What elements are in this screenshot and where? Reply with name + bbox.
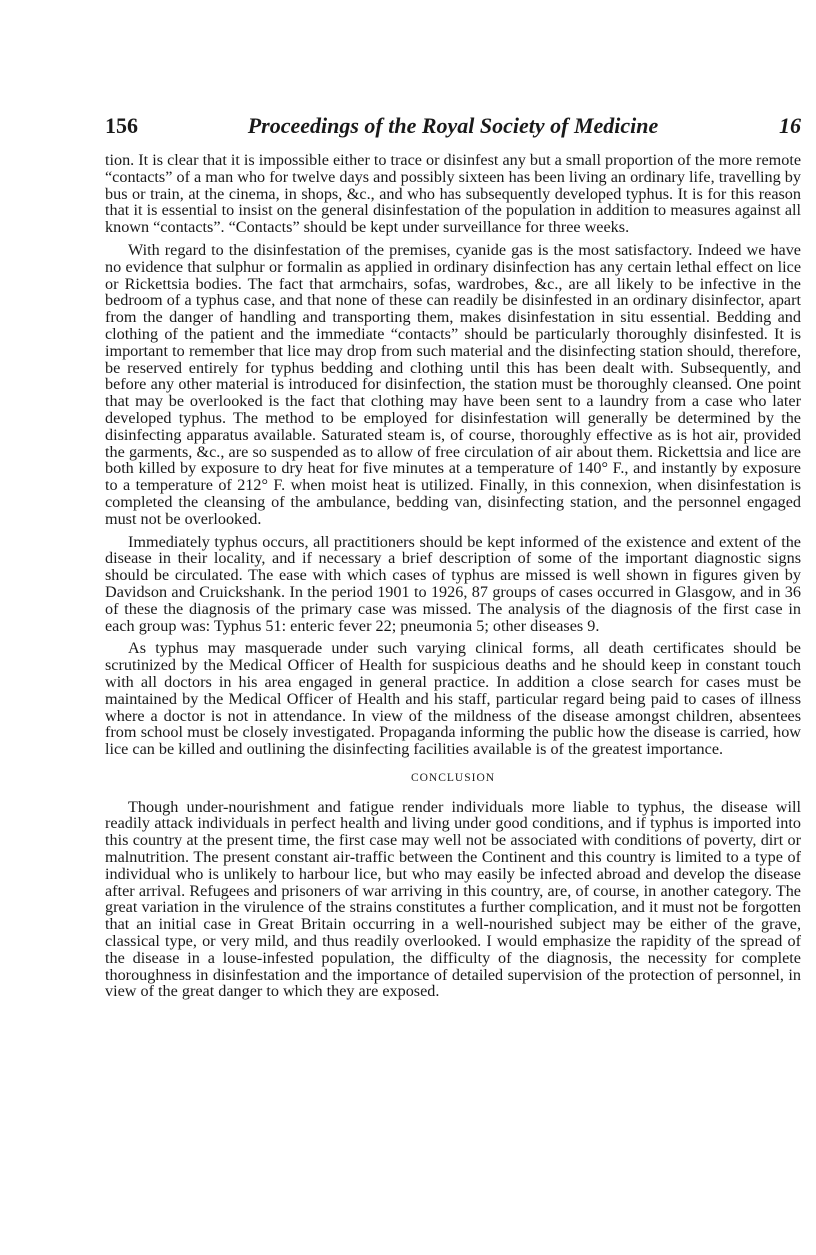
paragraph-death-certificates: As typhus may masquerade under such varying clinical forms, all death certificates should be scrutinized by the Medical Officer of Health for suspicious deaths and he should keep in constant touch with all doctors in his area engaged in general practice. In addition a close search for cases must be maintained by the Medical Officer of Health and his staff, particular regard being paid to cases of illness where a doctor is not in attendance. In view of the mildness of the disease amongst children, absentees from school must be closely investigated. Propaganda informing the public how the disease is carried, how lice can be killed and outlining the disinfecting facilities available is of the greatest importance. (105, 639, 801, 759)
paragraph-disinfestation: With regard to the disinfestation of the premises, cyanide gas is the most satisfactory. Indeed we have no evidence that sulphur or formalin as applied in ordinary disinfection has any certain lethal effect on lice or Rickettsia bodies. The fact that armchairs, sofas, wardrobes, &c., are all likely to be infective in the bedroom of a typhus case, and that none of these can readily be disinfested in an ordinary disinfector, apart from the danger of handling and transporting them, makes disinfestation in situ essential. Bedding and clothing of the patient and the immediate “contacts” should be particularly thoroughly disinfested. It is important to remember that lice may drop from such material and the disinfecting station should, therefore, be reserved entirely for typhus bedding and clothing until this has been dealt with. Subsequently, and before any other material is introduced for disinfection, the station must be thoroughly cleansed. One point that may be overlooked is the fact that clothing may have been sent to a laundry from a case who later developed typhus. The method to be employed for disinfestation will generally be determined by the disinfecting apparatus available. Saturated steam is, of course, thoroughly effective as is hot air, provided the garments, &c., are so suspended as to allow of free circulation of air about them. Rickettsia and lice are both killed by exposure to dry heat for five minutes at a temperature of 140° F., and instantly by exposure to a temperature of 212° F. when moist heat is utilized. Finally, in this connexion, when disinfestation is completed the cleansing of the ambulance, bedding van, disinfecting station, and the personnel engaged must not be overlooked. (105, 240, 801, 528)
article-body (105, 152, 801, 1006)
paragraph-continuation: tion. It is clear that it is impossible either to trace or disinfest any but a small proportion of the more remote “contacts” of a man who for twelve days and possibly sixteen has been living an ordinary life, travelling by bus or train, at the cinema, in shops, &c., and who has subsequently developed typhus. It is for this reason that it is essential to insist on the general disinfestation of the population in addition to measures against all known “contacts”. “Contacts” should be kept under surveillance for three weeks. (105, 151, 801, 237)
journal-title: Proceedings of the Royal Society of Medicine (247, 113, 659, 138)
paragraph-conclusion: Though under-nourishment and fatigue render individuals more liable to typhus, the disease will readily attack individuals in perfect health and living under good conditions, and if typhus is imported into this country at the present time, the first case may well not be associated with conditions of poverty, dirt or malnutrition. The present constant air-traffic between the Continent and this country is limited to a type of individual who is unlikely to harbour lice, but who may easily be infected abroad and develop the disease after arrival. Refugees and prisoners of war arriving in this country, are, of course, in another category. The great variation in the virulence of the strains constitutes a further complication, and it must not be forgotten that an initial case in Great Britain occurring in a well-nourished subject may be either of the grave, classical type, or very mild, and thus readily overlooked. I would emphasize the rapidity of the spread of the disease in a louse-infested population, the difficulty of the diagnosis, the necessity for complete thoroughness in disinfestation and the importance of detailed supervision of the protection of personnel, in view of the great danger to which they are exposed. (105, 797, 801, 1001)
volume-number: 16 (779, 113, 801, 138)
page-number: 156 (105, 113, 138, 138)
running-header (105, 108, 801, 144)
section-heading-conclusion: CONCLUSION (410, 771, 496, 784)
paragraph-practitioners: Immediately typhus occurs, all practitioners should be kept informed of the existence and extent of the disease in their locality, and if necessary a brief description of some of the important diagnostic signs should be circulated. The ease with which cases of typhus are missed is well shown in figures given by Davidson and Cruickshank. In the period 1901 to 1926, 87 groups of cases occurred in Glasgow, and in 36 of these the diagnosis of the primary case was missed. The analysis of the diagnosis of the first case in each group was: Typhus 51: enteric fever 22; pneumonia 5; other diseases 9. (105, 532, 801, 635)
